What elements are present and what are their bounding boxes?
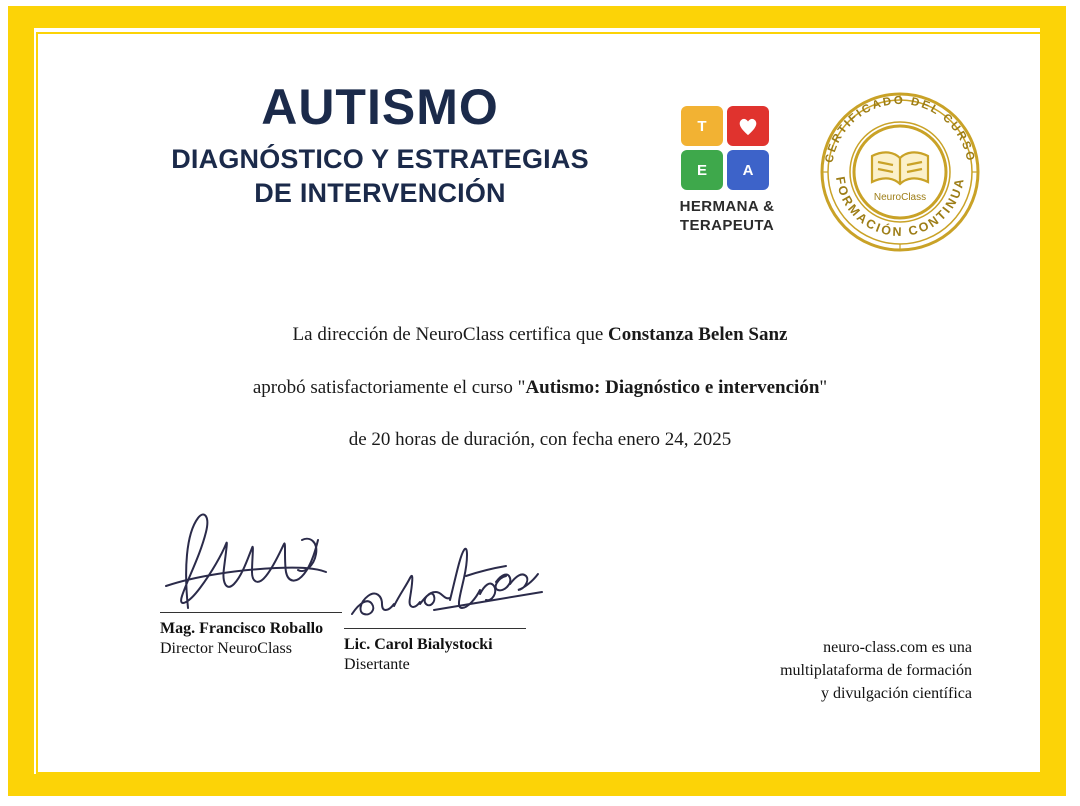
page-title: AUTISMO <box>261 79 499 135</box>
signature-icon <box>126 500 356 610</box>
course-prefix: aprobó satisfactoriamente el curso " <box>252 376 526 398</box>
puzzle-icon <box>679 104 775 192</box>
puzzle-piece-a: A <box>727 150 769 190</box>
brand-name-line1: HERMANA & <box>679 198 775 215</box>
footer-note <box>652 636 972 706</box>
book-icon <box>872 152 928 184</box>
signature-image-speaker <box>338 516 598 626</box>
signatory-name-speaker: Lic. Carol Bialystocki <box>344 636 493 653</box>
signature-icon <box>338 516 568 626</box>
page-subtitle-line1: DIAGNÓSTICO Y ESTRATEGIAS <box>171 144 589 174</box>
course-seal <box>810 82 990 262</box>
puzzle-piece-heart <box>727 106 769 146</box>
recipient-name: Constanza Belen Sanz <box>608 324 788 345</box>
seal-icon <box>810 82 990 262</box>
signatory-name-director: Mag. Francisco Roballo <box>160 620 324 637</box>
recipient-line <box>90 322 990 349</box>
page-subtitle <box>130 143 630 211</box>
title-block <box>130 79 630 211</box>
page-subtitle-line2: DE INTERVENCIÓN <box>254 177 506 208</box>
course-suffix: " <box>819 376 828 398</box>
puzzle-piece-t: T <box>681 106 723 146</box>
seal-bottom-text: FORMACIÓN CONTINUA <box>833 175 967 240</box>
brand-name-line2: TERAPEUTA <box>679 216 775 234</box>
signatory-role-speaker: Disertante <box>344 656 410 673</box>
signature-block-speaker <box>338 516 598 674</box>
footer-note-line3: y divulgación científica <box>820 685 972 703</box>
puzzle-piece-e: E <box>681 150 723 190</box>
signatory-role-director: Director NeuroClass <box>160 640 292 657</box>
recipient-prefix: La dirección de NeuroClass certifica que <box>292 324 608 345</box>
footer-note-line1: neuro-class.com es una <box>823 639 972 656</box>
certificate-header <box>60 72 1020 272</box>
certificate-body <box>90 322 990 480</box>
signature-rule-speaker <box>344 628 526 629</box>
signature-rule-director <box>160 612 342 613</box>
seal-top-text: CERTIFICADO DEL CURSO <box>823 94 977 164</box>
seal-center-text: NeuroClass <box>873 192 927 203</box>
svg-text:CERTIFICADO DEL CURSO <box>824 95 977 164</box>
heart-icon <box>737 116 759 136</box>
brand-logo <box>652 104 802 236</box>
footer-note-line2: multiplataforma de formación <box>780 662 972 680</box>
course-line <box>90 375 990 402</box>
duration-line: de 20 horas de duración, con fecha enero 24, 2025 <box>348 429 732 451</box>
course-name: Autismo: Diagnóstico e intervención <box>525 376 820 398</box>
brand-name <box>652 198 802 236</box>
